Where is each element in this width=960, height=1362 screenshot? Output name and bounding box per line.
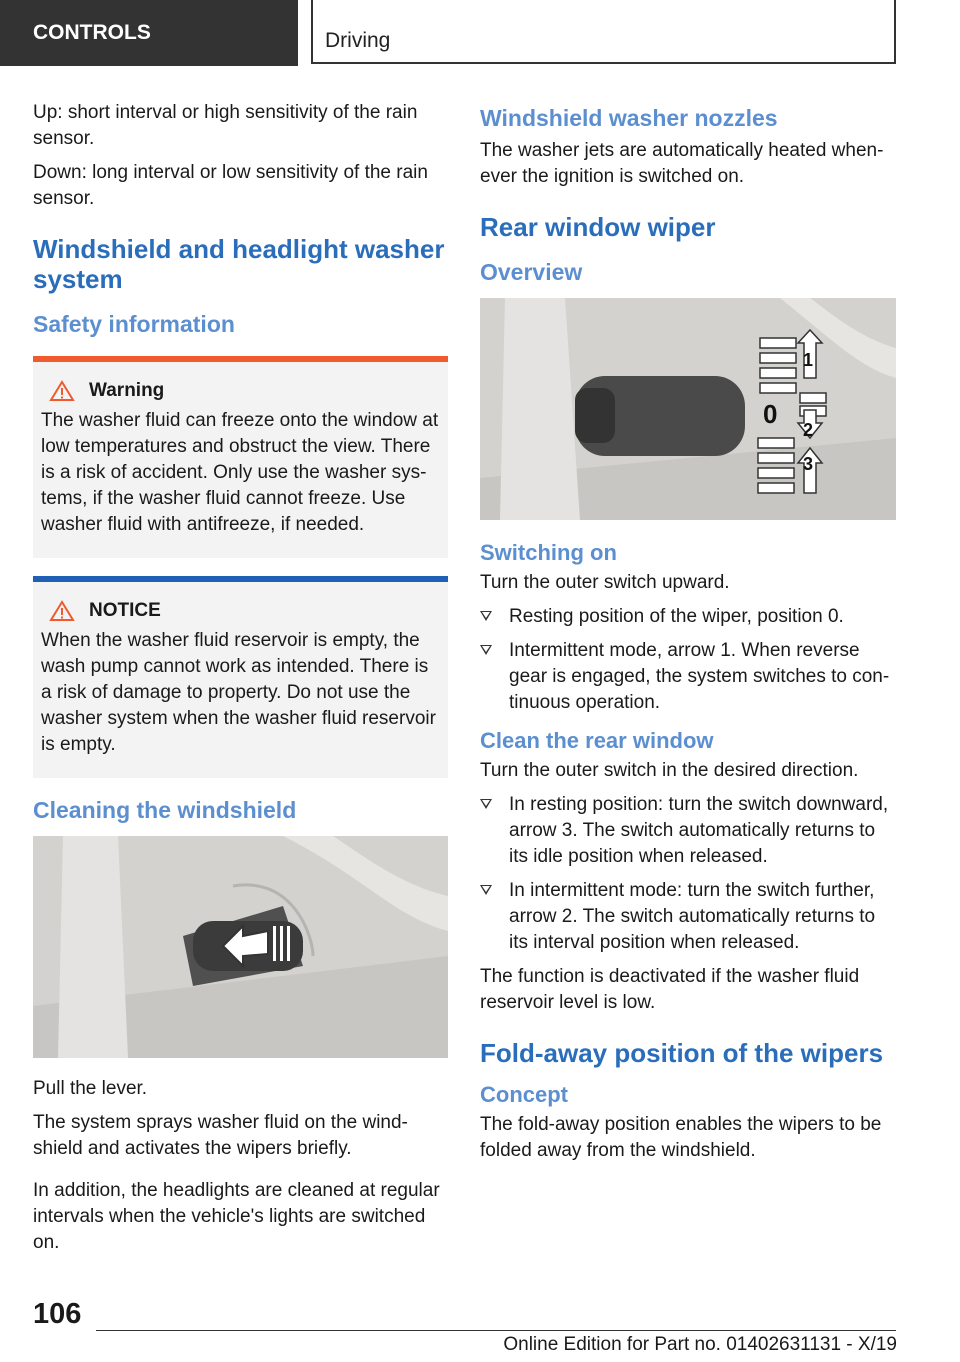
paragraph-up: Up: short interval or high sensitivity of the rain sensor.: [33, 102, 418, 149]
right-column: [480, 100, 896, 1172]
list-item-text: In intermittent mode: turn the switch further, arrow 2. The switch automatically returns to its interval position when released.: [509, 880, 876, 953]
paragraph-turn-direction: Turn the outer switch in the desired direction.: [480, 760, 859, 781]
list-item: [480, 638, 896, 716]
warning-text: The washer fluid can freeze onto the window at low temperatures and obstruct the view. There is a risk of accident. Only use the washer sys‐tems, if the washer fluid cannot freeze. Use washer fluid with antifreeze, if needed.: [41, 410, 439, 535]
heading-cleaning-windshield: Cleaning the windshield: [33, 797, 297, 823]
page-number: 106: [33, 1298, 82, 1330]
triangle-bullet-icon: [480, 799, 492, 809]
list-item: [480, 792, 896, 870]
heading-switching-on: Switching on: [480, 540, 617, 565]
list-item: [480, 878, 896, 956]
arrow-label-1: 1: [803, 350, 814, 370]
warning-box: [33, 356, 448, 558]
warning-title-row: [49, 380, 440, 402]
page-footer: [0, 1290, 960, 1362]
heading-washer-system: Windshield and headlight washer system: [33, 234, 445, 294]
heading-washer-nozzles: Windshield washer nozzles: [480, 105, 778, 131]
paragraph-turn-upward: Turn the outer switch upward.: [480, 572, 730, 593]
list-item-text: In resting position: turn the switch downward, arrow 3. The switch automatically returns to its idle position when released.: [509, 794, 889, 867]
arrow-label-2: 2: [803, 420, 814, 440]
warning-title: Warning: [89, 380, 165, 401]
heading-foldaway-position: Fold-away position of the wipers: [480, 1038, 884, 1068]
paragraph-nozzles: The washer jets are automatically heated when‐ever the ignition is switched on.: [480, 140, 884, 187]
heading-clean-rear-window: Clean the rear window: [480, 728, 714, 753]
left-column: [33, 100, 448, 1264]
chapter-frame: [311, 0, 896, 64]
notice-title-row: [49, 600, 440, 622]
paragraph-deactivated: The function is deactivated if the washer fluid reservoir level is low.: [480, 966, 860, 1013]
list-item: [480, 604, 896, 630]
warning-triangle-icon: [49, 380, 75, 402]
heading-rear-wiper: Rear window wiper: [480, 212, 716, 242]
notice-title: NOTICE: [89, 600, 161, 621]
notice-box: [33, 576, 448, 778]
paragraph-pull-lever: Pull the lever.: [33, 1078, 148, 1099]
paragraph-concept: The fold-away position enables the wipers to be folded away from the windshield.: [480, 1114, 882, 1161]
paragraph-headlights: In addition, the headlights are cleaned at regular intervals when the vehicle's lights are switched on.: [33, 1180, 440, 1253]
notice-text: When the washer fluid reservoir is empty, the wash pump cannot work as intended. There is a risk of damage to property. Do not use the washer system when the washer fluid reservoir is empty.: [41, 630, 436, 755]
position-label-0: 0: [763, 399, 778, 429]
triangle-bullet-icon: [480, 645, 492, 655]
paragraph-system-sprays: The system sprays washer fluid on the wind‐shield and activates the wipers briefly.: [33, 1112, 408, 1159]
chapter-title: Driving: [325, 29, 391, 52]
triangle-bullet-icon: [480, 611, 492, 621]
clean-list: [480, 792, 896, 956]
windshield-washer-lever-illustration: [33, 836, 448, 1058]
edition-note: Online Edition for Part no. 01402631131 - X/19: [503, 1334, 897, 1355]
rear-wiper-switch-illustration: [480, 298, 896, 520]
footer-divider: [96, 1330, 896, 1331]
heading-safety-information: Safety information: [33, 311, 235, 337]
switching-list: [480, 604, 896, 716]
list-item-text: Intermittent mode, arrow 1. When reverse gear is engaged, the system switches to con‐tinuous operation.: [509, 640, 890, 713]
section-title: CONTROLS: [0, 0, 298, 66]
page-header: [0, 0, 960, 68]
notice-triangle-icon: [49, 600, 75, 622]
heading-concept: Concept: [480, 1082, 568, 1107]
arrow-label-3: 3: [803, 454, 814, 474]
paragraph-down: Down: long interval or low sensitivity of the rain sensor.: [33, 162, 428, 209]
heading-overview: Overview: [480, 259, 583, 285]
triangle-bullet-icon: [480, 885, 492, 895]
list-item-text: Resting position of the wiper, position 0.: [509, 606, 844, 627]
